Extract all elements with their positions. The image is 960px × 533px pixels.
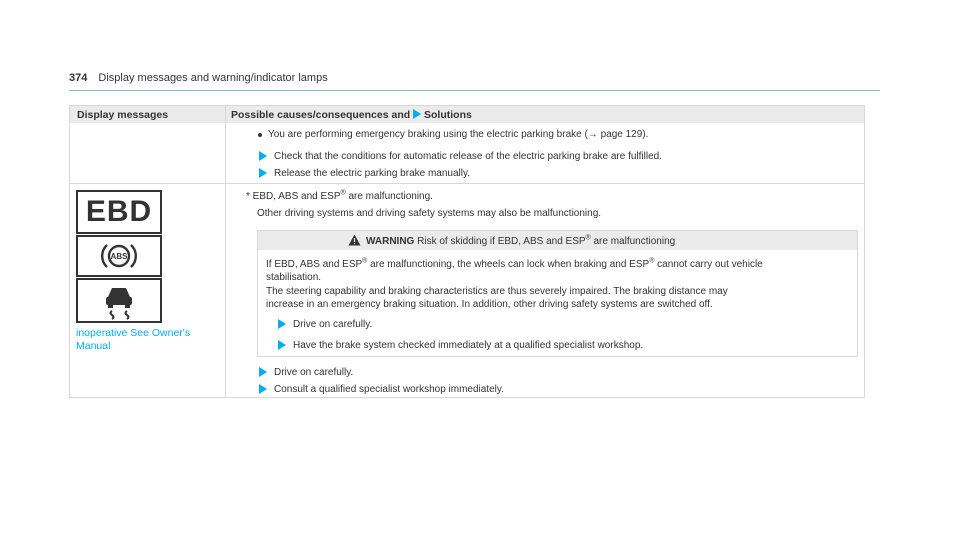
warning-paragraph-1-line-2: stabilisation.	[266, 272, 322, 283]
page-header	[69, 72, 880, 91]
esp-warning-lamp	[76, 278, 162, 323]
bullet-dot-icon	[258, 133, 262, 137]
arrow-right-icon	[259, 168, 267, 178]
row2-cause-prefix: * EBD, ABS and ESP	[246, 191, 341, 202]
registered-mark: ®	[362, 257, 368, 265]
warning-title	[366, 235, 675, 248]
row-divider	[70, 183, 864, 184]
registered-mark: ®	[340, 189, 346, 197]
row1-step-1: Check that the conditions for automatic release of the electric parking brake are fulfilled.	[274, 151, 662, 162]
arrow-right-icon	[278, 340, 286, 350]
warning-paragraph-2-line-1: The steering capability and braking characteristics are thus severely impaired. The braking distance may	[266, 286, 728, 297]
table-header-row	[70, 106, 864, 123]
abs-lamp-label: ABS	[110, 252, 128, 261]
row1-step-2: Release the electric parking brake manually.	[274, 168, 471, 179]
ebd-warning-lamp	[76, 190, 162, 234]
column-divider	[225, 106, 226, 397]
column-header-solutions-label: Solutions	[424, 109, 472, 121]
lamp-caption-line-2: Manual	[76, 340, 111, 352]
column-header-display-messages: Display messages	[77, 109, 169, 121]
warning-p1-b: are malfunctioning, the wheels can lock when braking and ESP	[367, 259, 650, 270]
lamp-caption	[76, 327, 190, 353]
warning-p1-a: If EBD, ABS and ESP	[266, 259, 363, 270]
row2-cause-text	[246, 190, 433, 203]
warning-step-2: Have the brake system checked immediately at a qualified specialist workshop.	[293, 340, 644, 351]
row1-cause-text: You are performing emergency braking using the electric parking brake (→ page 129).	[268, 129, 649, 140]
skidding-car-icon	[99, 281, 139, 321]
warning-title-suffix: are malfunctioning	[590, 236, 676, 247]
warning-triangle-icon	[348, 234, 361, 246]
warning-step-1: Drive on carefully.	[293, 319, 373, 330]
registered-mark: ®	[649, 257, 655, 265]
warning-header	[258, 231, 857, 250]
lamp-caption-line-1: inoperative See Owner's	[76, 327, 191, 339]
registered-mark: ®	[585, 234, 591, 242]
column-header-causes-solutions	[231, 109, 472, 121]
row2-cause-suffix: are malfunctioning.	[345, 191, 433, 202]
warning-box	[257, 230, 858, 357]
arrow-right-icon	[413, 109, 421, 119]
row2-cause-line-2: Other driving systems and driving safety systems may also be malfunctioning.	[257, 208, 602, 219]
arrow-right-icon	[259, 151, 267, 161]
page-title: Display messages and warning/indicator lamps	[98, 72, 328, 84]
arrow-right-icon	[259, 367, 267, 377]
column-header-causes-label: Possible causes/consequences and	[231, 109, 411, 121]
abs-icon	[99, 238, 139, 274]
ebd-lamp-label: EBD	[85, 195, 153, 228]
arrow-right-icon	[259, 384, 267, 394]
warning-label: WARNING	[366, 236, 415, 247]
warning-p1-c: cannot carry out vehicle	[654, 259, 763, 270]
row2-step-2: Consult a qualified specialist workshop immediately.	[274, 384, 504, 395]
arrow-right-icon	[278, 319, 286, 329]
row2-step-1: Drive on carefully.	[274, 367, 354, 378]
page-number: 374	[69, 72, 88, 84]
warning-paragraph-2-line-2: increase in an emergency braking situation. In addition, other driving safety systems are switched off.	[266, 299, 713, 310]
warning-title-prefix: Risk of skidding if EBD, ABS and ESP	[417, 236, 586, 247]
warning-paragraph-1	[266, 258, 763, 271]
abs-warning-lamp	[76, 235, 162, 277]
display-messages-table	[69, 105, 865, 398]
